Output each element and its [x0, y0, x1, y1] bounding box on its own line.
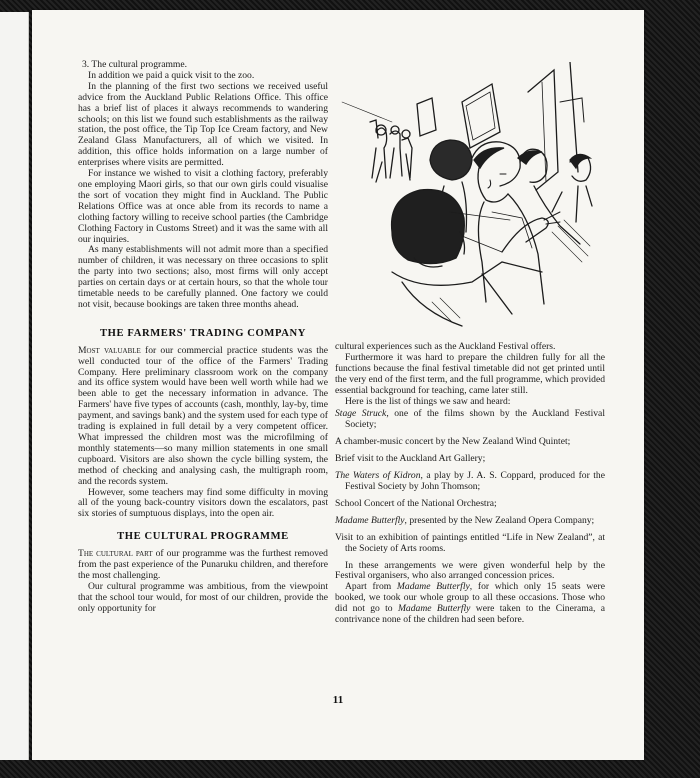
item-text: School Concert of the National Orchestra; — [335, 497, 497, 509]
lead-rest: of our programme was the furthest removed from the past experience of the Punaruku children, and therefore the most challenging. — [78, 548, 328, 581]
section-heading-cultural: THE CULTURAL PROGRAMME — [117, 531, 289, 543]
item-text: Visit to an exhibition of paintings entitled “Life in New Zealand”, at the Society of Arts rooms. — [335, 531, 605, 554]
list-item — [335, 471, 605, 493]
body-paragraph: As many establishments will not admit more than a specified number of children, it was necessary on three occasions to split the party into two sections; also, most firms will only accept parties on certain days or at certain hours, so that the whole tour timetable needs to be carefully planned. One factory we could not visit, because bookings are taken three months ahead. — [78, 244, 328, 310]
lead-smallcaps: Most valuable — [78, 344, 141, 356]
lead-smallcaps: The cultural part — [78, 548, 153, 560]
document-page — [32, 10, 644, 760]
list-item — [335, 454, 605, 465]
list-item — [335, 533, 605, 555]
page-number: 11 — [332, 694, 344, 706]
item-text: , a play by J. A. S. Coppard, produced for the Festival Society by John Thomson; — [345, 470, 605, 492]
left-column — [78, 60, 328, 615]
body-paragraph — [78, 346, 328, 488]
text-run: were taken to the Cinerama, a contrivance none of the children had seen before. — [335, 603, 605, 626]
list-item — [335, 437, 605, 448]
item-text: , one of the films shown by the Auckland Festival Society; — [345, 408, 605, 431]
body-paragraph: In the planning of the first two sections we received useful advice from the Auckland Public Relations Office. This office has a brief list of places it always recommends to wandering schools; on this list we found such establishments as the railway station, the post office, the Tip Top Ice Cream factory, and New Zealand Glass Manufacturers, all of which we visited. In addition, this office holds information on a large number of enterprises where visits are permitted. — [78, 80, 328, 169]
text-run: , for which only 15 seats were booked, we took our whole group to all these occasions. Those who did not go to — [335, 581, 606, 615]
body-paragraph — [335, 582, 605, 626]
opera-title: Madame Butterfly — [397, 603, 471, 615]
intro-line: 3. The cultural programme. — [82, 59, 188, 70]
item-title: Stage Struck — [335, 408, 387, 420]
body-paragraph: However, some teachers may find some difficulty in moving all of the young back-country visitors down the escalators, past six stories of sumptuous displays, into the open air. — [78, 486, 328, 520]
body-paragraph: Our cultural programme was ambitious, from the viewpoint that the school tour would, for most of our children, provide the only opportunity for — [78, 580, 328, 614]
gallery-sketch-illustration — [332, 62, 616, 330]
item-title: The Waters of Kidron — [335, 470, 421, 482]
events-list — [335, 409, 605, 554]
body-paragraph: Here is the list of things we saw and heard: — [345, 395, 511, 407]
list-item — [335, 409, 605, 431]
right-column — [335, 342, 605, 626]
item-text: A chamber-music concert by the New Zealand Wind Quintet; — [335, 436, 571, 448]
text-run: Apart from — [345, 581, 397, 593]
body-paragraph: In these arrangements we were given wonderful help by the Festival organisers, who also arranged concession prices. — [335, 559, 605, 582]
section-heading-farmers: THE FARMERS' TRADING COMPANY — [99, 327, 307, 339]
body-paragraph: For instance we wished to visit a clothing factory, preferably one employing Maori girls, so that our own girls could visualise the sort of vocation they might find in Auckland. The Public Relations Office was at once able from its records to name a clothing factory willing to receive school parties (the Cambridge Clothing Factory in Customs Street) and it was the same with all our inquiries. — [78, 168, 328, 245]
intro-line: In addition we paid a quick visit to the zoo. — [88, 69, 255, 81]
item-text: Brief visit to the Auckland Art Gallery; — [335, 453, 486, 465]
body-paragraph: cultural experiences such as the Auckland Festival offers. — [335, 341, 556, 352]
opera-title: Madame Butterfly — [396, 581, 470, 593]
item-title: Madame Butterfly — [335, 514, 405, 526]
lead-rest: for our commercial practice students was the well conducted tour of the office of the Farmers' Trading Company. Here preliminary classroom work on the company and its office system would have been well worth while had we been able to get the necessary information in advance. The Farmers' have five types of accounts (cash, monthly, lay-by, time payment, and savings bank) and the system used for each type of trading is explained in full detail by a very competent officer. What impressed the children most was the microfilming of monthly statements—so many million statements in one small cupboard. Visitors are also shown the cycle billing system, the method of checking and analysing cash, the multigraph room, and the records system. — [78, 344, 328, 487]
facing-page-edge — [0, 12, 29, 760]
picture-frame — [417, 98, 436, 136]
body-paragraph — [78, 549, 328, 582]
item-text: , presented by the New Zealand Opera Company; — [404, 514, 595, 526]
list-item — [335, 499, 605, 510]
list-item — [335, 516, 605, 527]
body-paragraph: Furthermore it was hard to prepare the children fully for all the functions because the final festival timetable did not get printed until the very end of the first term, and the full programme, which provided essential background for teaching, came later still. — [335, 351, 605, 396]
